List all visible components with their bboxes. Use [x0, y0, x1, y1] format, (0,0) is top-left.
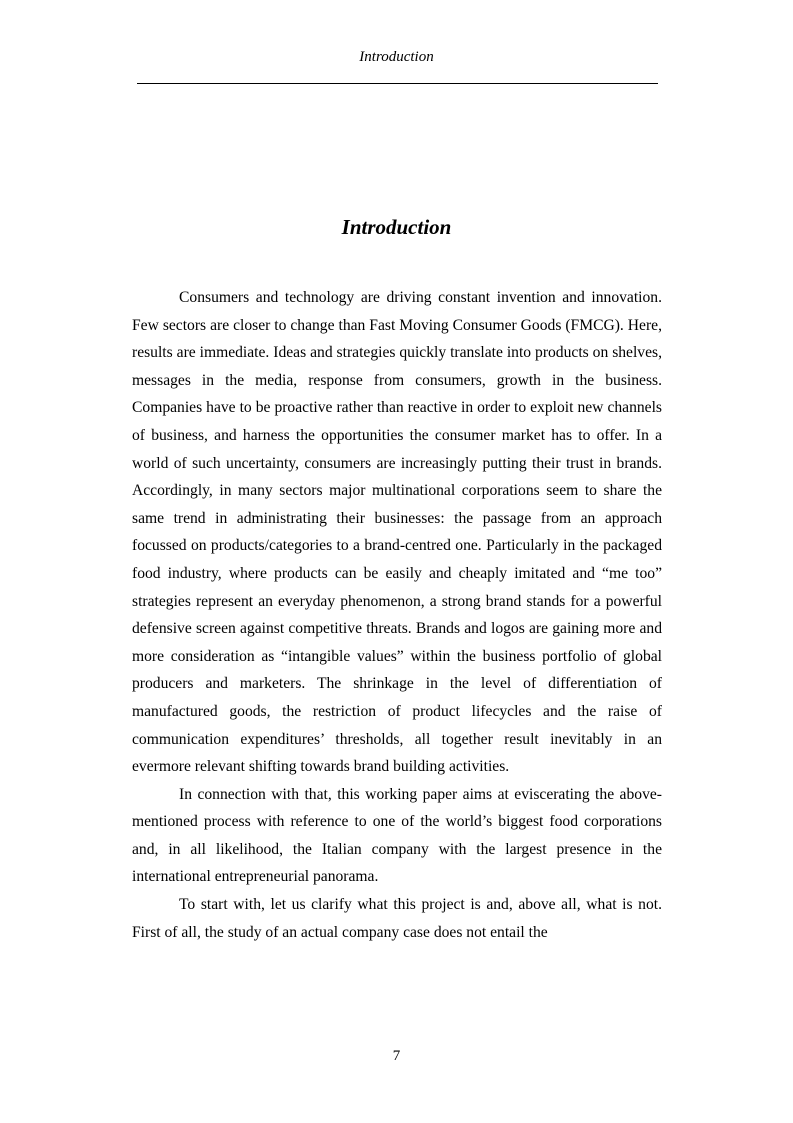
- paragraph-2: In connection with that, this working paper aims at eviscerating the above-mentioned process with reference to one of the world’s biggest food corporations and, in all likelihood, the Italian company with the largest presence in the international entrepreneurial panorama.: [132, 785, 662, 886]
- paragraph-3: To start with, let us clarify what this project is and, above all, what is not. First of all, the study of an actual company case does not entail the: [132, 896, 662, 941]
- chapter-title: Introduction: [341, 215, 452, 239]
- page-number: 7: [392, 1048, 401, 1064]
- body-text: [132, 284, 662, 946]
- header-rule: [137, 83, 658, 84]
- running-header: Introduction: [359, 49, 434, 65]
- paragraph-1: Consumers and technology are driving constant invention and innovation. Few sectors are closer to change than Fast Moving Consumer Goods (FMCG). Here, results are immediate. Ideas and strategies quickly translate into products on shelves, messages in the media, response from consumers, growth in the business. Companies have to be proactive rather than reactive in order to exploit new channels of business, and harness the opportunities the consumer market has to offer. In a world of such uncertainty, consumers are increasingly putting their trust in brands. Accordingly, in many sectors major multinational corporations seem to share the same trend in administrating their businesses: the passage from an approach focussed on products/categories to a brand-centred one. Particularly in the packaged food industry, where products can be easily and cheaply imitated and “me too” strategies represent an everyday phenomenon, a strong brand stands for a powerful defensive screen against competitive threats. Brands and logos are gaining more and more consideration as “intangible values” within the business portfolio of global producers and marketers. The shrinkage in the level of differentiation of manufactured goods, the restriction of product lifecycles and the raise of communication expenditures’ thresholds, all together result inevitably in an evermore relevant shifting towards brand building activities.: [132, 289, 662, 776]
